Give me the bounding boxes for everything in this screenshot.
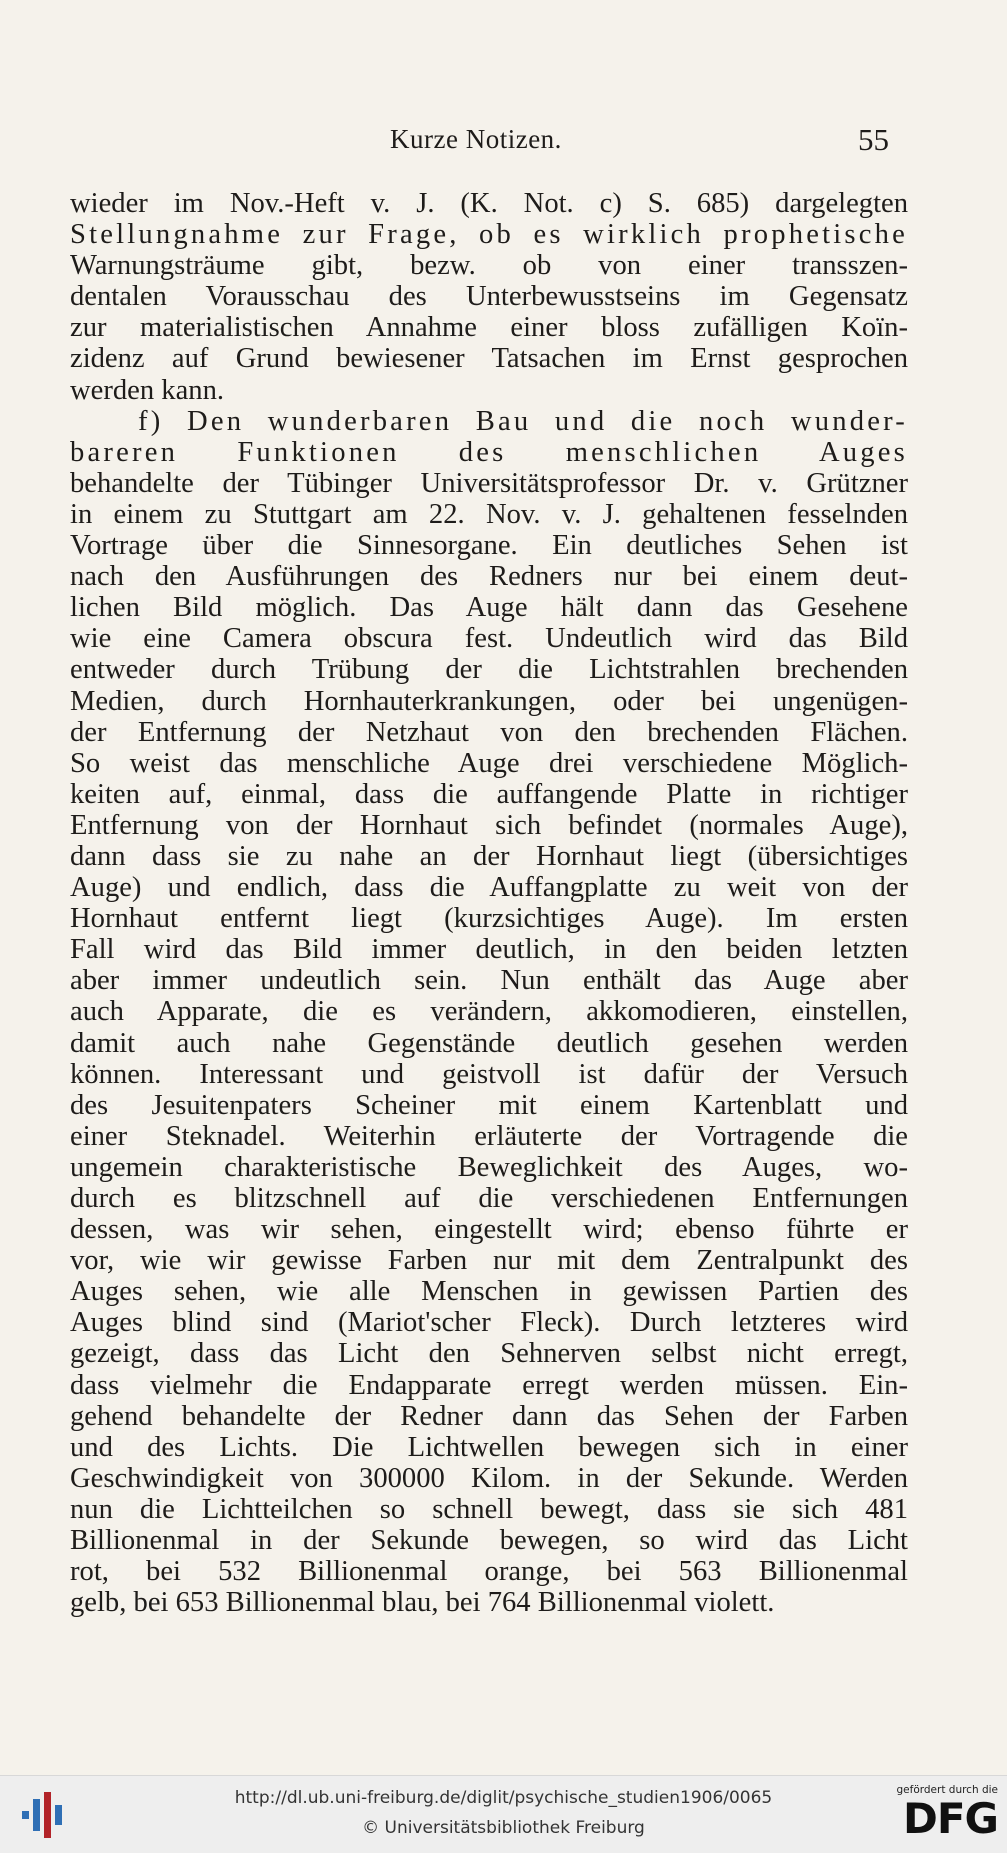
text-line: behandelte der Tübinger Universitätsprofessor Dr. v. Grützner (70, 467, 908, 499)
text-line: Stellungnahme zur Frage, ob es wirklich prophetische (70, 219, 908, 251)
text-line: wieder im Nov.-Heft v. J. (K. Not. c) S. 685) dargelegten (70, 188, 908, 219)
text-line: des Jesuitenpaters Scheiner mit einem Kartenblatt und (70, 1089, 908, 1121)
text-line: vor, wie wir gewisse Farben nur mit dem Zentralpunkt des (70, 1245, 908, 1277)
text-line: Billionenmal in der Sekunde bewegen, so wird das Licht (70, 1525, 908, 1557)
text-line: zur materialistischen Annahme einer bloss zufälligen Koïn- (70, 312, 908, 344)
text-line: Fall wird das Bild immer deutlich, in den beiden letzten (70, 934, 908, 966)
text-line: dentalen Vorausschau des Unterbewusstseins im Gegensatz (70, 281, 908, 313)
text-line: dessen, was wir sehen, eingestellt wird; ebenso führte er (70, 1214, 908, 1246)
text-line: Auge) und endlich, dass die Auffangplatte zu weit von der (70, 872, 908, 904)
text-line: werden kann. (70, 374, 225, 406)
text-line: gehend behandelte der Redner dann das Sehen der Farben (70, 1400, 908, 1432)
text-line: nach den Ausführungen des Redners nur bei einem deut- (70, 561, 908, 593)
text-line: und des Lichts. Die Lichtwellen bewegen sich in einer (70, 1431, 908, 1463)
text-line: f) Den wunderbaren Bau und die noch wunder- (138, 405, 908, 437)
text-line: lichen Bild möglich. Das Auge hält dann das Gesehene (70, 592, 908, 624)
text-line: Hornhaut entfernt liegt (kurzsichtiges Auge). Im ersten (70, 903, 908, 935)
text-line: Vortrage über die Sinnesorgane. Ein deutliches Sehen ist (70, 530, 908, 562)
text-line: der Entfernung der Netzhaut von den brechenden Flächen. (70, 716, 908, 748)
text-line: gelb, bei 653 Billionenmal blau, bei 764 Billionenmal violett. (70, 1587, 775, 1619)
text-line: Geschwindigkeit von 300000 Kilom. in der Sekunde. Werden (70, 1462, 908, 1494)
text-line: Medien, durch Hornhauterkrankungen, oder bei ungenügen- (70, 685, 908, 717)
text-line: So weist das menschliche Auge drei verschiedene Möglich- (70, 747, 908, 779)
dfg-logo-text: DFG (902, 1794, 998, 1843)
footer-bar (0, 1775, 1007, 1853)
copyright-notice: © Universitätsbibliothek Freiburg (362, 1818, 645, 1838)
dfg-sponsor-logo (886, 1784, 998, 1848)
page-number: 55 (858, 122, 889, 157)
text-line: wie eine Camera obscura fest. Undeutlich wird das Bild (70, 623, 908, 655)
text-line: bareren Funktionen des menschlichen Auges (70, 436, 908, 468)
text-line: in einem zu Stuttgart am 22. Nov. v. J. gehaltenen fesselnden (70, 498, 908, 530)
text-line: ungemein charakteristische Beweglichkeit des Auges, wo- (70, 1151, 908, 1183)
text-line: Entfernung von der Hornhaut sich befindet (normales Auge), (70, 809, 908, 841)
text-line: dann dass sie zu nahe an der Hornhaut liegt (übersichtiges (70, 840, 908, 872)
text-line: durch es blitzschnell auf die verschiedenen Entfernungen (70, 1183, 908, 1214)
text-line: zidenz auf Grund bewiesener Tatsachen im Ernst gesprochen (70, 343, 908, 375)
text-line: auch Apparate, die es verändern, akkomodieren, einstellen, (70, 996, 908, 1028)
running-head-title: Kurze Notizen. (390, 124, 562, 154)
text-line: aber immer undeutlich sein. Nun enthält das Auge aber (70, 965, 908, 997)
permalink-link[interactable]: http://dl.ub.uni-freiburg.de/diglit/psychische_studien1906/0065 (234, 1788, 773, 1808)
text-line: entweder durch Trübung der die Lichtstrahlen brechenden (70, 654, 908, 686)
text-line: damit auch nahe Gegenstände deutlich gesehen werden (70, 1027, 908, 1059)
sponsor-caption: gefördert durch die (896, 1784, 998, 1796)
text-line: Auges blind sind (Mariot'scher Fleck). Durch letzteres wird (70, 1307, 908, 1339)
body-text (70, 188, 908, 1618)
text-line: rot, bei 532 Billionenmal orange, bei 563 Billionenmal (70, 1556, 908, 1588)
text-line: Auges sehen, wie alle Menschen in gewissen Partien des (70, 1276, 908, 1308)
text-line: gezeigt, dass das Licht den Sehnerven selbst nicht erregt, (70, 1338, 908, 1370)
text-line: dass vielmehr die Endapparate erregt werden müssen. Ein- (70, 1369, 908, 1401)
text-line: Warnungsträume gibt, bezw. ob von einer transszen- (70, 250, 908, 282)
text-line: einer Steknadel. Weiterhin erläuterte der Vortragende die (70, 1120, 908, 1152)
text-line: können. Interessant und geistvoll ist dafür der Versuch (70, 1058, 908, 1090)
running-head (0, 122, 1007, 162)
text-line: keiten auf, einmal, dass die auffangende Platte in richtiger (70, 778, 908, 810)
text-line: nun die Lichtteilchen so schnell bewegt, dass sie sich 481 (70, 1493, 908, 1525)
